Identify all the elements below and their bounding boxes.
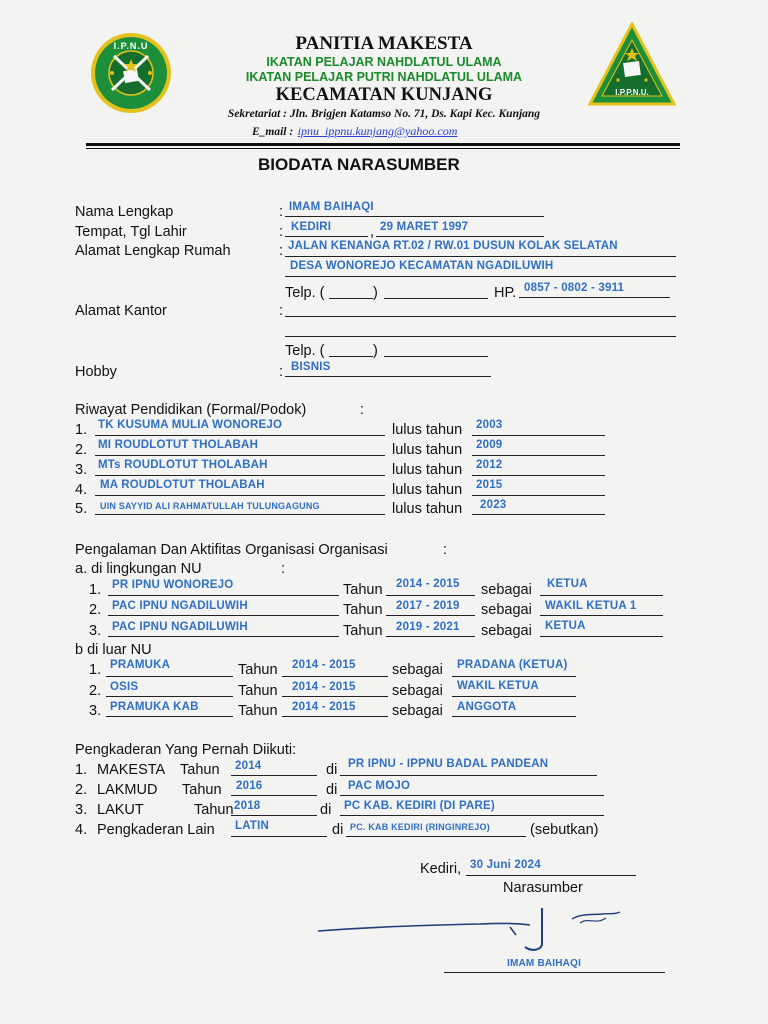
training-place-line (340, 815, 604, 816)
org-tahun-label: Tahun (343, 602, 383, 618)
org-role-line (540, 615, 663, 616)
org-years-line (282, 716, 388, 717)
training-place: PC. KAB KEDIRI (RINGINREJO) (350, 822, 490, 832)
training-year: 2014 (235, 760, 262, 772)
training-name: MAKESTA (97, 762, 166, 778)
home-telp-area-line (329, 298, 373, 299)
org-num: 3. (89, 703, 102, 719)
name-colon: : (279, 204, 284, 220)
training-tahun-label: Tahun (194, 802, 234, 818)
document-title: BIODATA NARASUMBER (258, 155, 460, 174)
training-num: 3. (75, 802, 88, 818)
org-name: PAC IPNU NGADILUWIH (112, 621, 248, 633)
org-role: KETUA (545, 620, 586, 632)
org-name-2: IKATAN PELAJAR PUTRI NAHDLATUL ULAMA (245, 70, 523, 84)
training-year: 2018 (234, 800, 261, 812)
org-tahun-label: Tahun (238, 703, 278, 719)
hobby-colon: : (279, 364, 284, 380)
org-sebagai-label: sebagai (392, 703, 443, 719)
hp-line (519, 297, 670, 298)
org-years-line (386, 615, 475, 616)
office-telp-close: ) (373, 343, 378, 359)
hobby-value: BISNIS (291, 361, 331, 373)
birth-place-value: KEDIRI (291, 221, 332, 233)
org-tahun-label: Tahun (343, 623, 383, 639)
signature-date-line (466, 875, 636, 876)
birth-date-line (376, 236, 544, 237)
org-num: 1. (89, 662, 102, 678)
org-role: WAKIL KETUA (457, 680, 539, 692)
address-label: Alamat Lengkap Rumah (75, 243, 231, 259)
training-num: 1. (75, 762, 88, 778)
ippnu-logo-text: I.P.P.N.U. (615, 88, 649, 97)
header-divider-thick (86, 143, 680, 146)
org-sebagai-label: sebagai (481, 602, 532, 618)
education-num: 1. (75, 422, 88, 438)
home-telp-label: Telp. ( (285, 285, 325, 301)
education-year: 2003 (476, 419, 503, 431)
training-place: PC KAB. KEDIRI (DI PARE) (344, 800, 495, 812)
org-name: PRAMUKA (110, 659, 171, 671)
training-title: Pengkaderan Yang Pernah Diikuti: (75, 742, 297, 758)
org-role-line (540, 595, 663, 596)
org-tahun-label: Tahun (238, 683, 278, 699)
signature-date: 30 Juni 2024 (470, 859, 541, 871)
org-name-line (108, 636, 339, 637)
education-year-line (472, 435, 605, 436)
address-line1-value: JALAN KENANGA RT.02 / RW.01 DUSUN KOLAK SELATAN (288, 240, 618, 252)
home-telp-number-line (384, 298, 488, 299)
org-num: 2. (89, 683, 102, 699)
training-place-line (340, 795, 604, 796)
office-telp-area-line (329, 356, 373, 357)
office-line1 (285, 316, 676, 317)
email-link[interactable]: ipnu_ippnu.kunjang@yahoo.com (297, 124, 458, 138)
education-year-line (472, 514, 605, 515)
org-role: WAKIL KETUA 1 (545, 600, 637, 612)
committee-title: PANITIA MAKESTA (295, 33, 473, 54)
training-name: LAKMUD (97, 782, 158, 798)
org-num: 2. (89, 602, 102, 618)
org-role-line (452, 696, 576, 697)
org-years: 2017 - 2019 (396, 600, 460, 612)
name-value: IMAM BAIHAQI (289, 201, 374, 213)
home-telp-close: ) (373, 285, 378, 301)
education-school: UIN SAYYID ALI RAHMATULLAH TULUNGAGUNG (100, 501, 320, 511)
education-lulus-label: lulus tahun (392, 482, 463, 498)
training-place-line (340, 775, 597, 776)
training-place: PAC MOJO (348, 780, 411, 792)
org-years: 2014 - 2015 (292, 701, 356, 713)
education-school-line (95, 514, 385, 515)
org-name: PRAMUKA KAB (110, 701, 199, 713)
office-line2 (285, 336, 676, 337)
education-school-line (95, 495, 385, 496)
education-year-line (472, 495, 605, 496)
education-school-line (95, 435, 385, 436)
org-role: PRADANA (KETUA) (457, 659, 568, 671)
birth-place-line (285, 236, 368, 237)
education-lulus-label: lulus tahun (392, 442, 463, 458)
training-di-label: di (326, 782, 338, 798)
address-line2-value: DESA WONOREJO KECAMATAN NGADILUWIH (290, 260, 554, 272)
organization-colon: : (443, 542, 448, 558)
education-colon: : (360, 402, 365, 418)
org-sebagai-label: sebagai (392, 662, 443, 678)
birth-date-value: 29 MARET 1997 (380, 221, 469, 233)
training-place: PR IPNU - IPPNU BADAL PANDEAN (348, 758, 549, 770)
hp-value: 0857 - 0802 - 3911 (524, 282, 625, 294)
org-role-line (540, 636, 663, 637)
hobby-line (285, 376, 491, 377)
org-years: 2014 - 2015 (396, 578, 460, 590)
education-school: TK KUSUMA MULIA WONOREJO (98, 419, 283, 431)
education-num: 2. (75, 442, 88, 458)
signature-city: Kediri, (420, 861, 462, 877)
nu-inside-label: a. di lingkungan NU (75, 561, 202, 577)
training-sebutkan: (sebutkan) (530, 822, 599, 838)
handwritten-signature (310, 905, 630, 955)
training-year: 2016 (236, 780, 263, 792)
org-name-line (106, 716, 233, 717)
training-place-line (346, 836, 526, 837)
training-year-line (231, 836, 327, 837)
training-year-line (231, 815, 317, 816)
address-colon: : (279, 243, 284, 259)
org-years-line (386, 595, 475, 596)
org-sebagai-label: sebagai (392, 683, 443, 699)
education-year: 2012 (476, 459, 503, 471)
education-year: 2023 (480, 499, 507, 511)
address-line1 (285, 256, 676, 257)
org-name-line (108, 595, 339, 596)
org-num: 3. (89, 623, 102, 639)
nu-inside-colon: : (281, 561, 286, 577)
education-lulus-label: lulus tahun (392, 501, 463, 517)
training-di-label: di (326, 762, 338, 778)
nu-outside-label: b di luar NU (75, 642, 152, 658)
training-year-line (231, 795, 317, 796)
email-row (252, 122, 457, 140)
education-school: MA ROUDLOTUT THOLABAH (100, 479, 265, 491)
training-year-line (231, 775, 317, 776)
training-num: 4. (75, 822, 88, 838)
org-years: 2019 - 2021 (396, 621, 460, 633)
training-tahun-label: Tahun (182, 782, 222, 798)
secretariat-address: Sekretariat : Jln. Brigjen Katamso No. 71, Ds. Kapi Kec. Kunjang (227, 108, 541, 120)
signature-name: IMAM BAIHAQI (507, 958, 582, 969)
birth-label: Tempat, Tgl Lahir (75, 224, 187, 240)
office-label: Alamat Kantor (75, 303, 167, 319)
education-title: Riwayat Pendidikan (Formal/Podok) (75, 402, 307, 418)
education-year-line (472, 455, 605, 456)
org-name-line (106, 676, 233, 677)
org-num: 1. (89, 582, 102, 598)
training-di-label: di (332, 822, 344, 838)
org-role-line (452, 676, 576, 677)
org-name: OSIS (110, 681, 139, 693)
email-label: E_mail : (252, 126, 294, 138)
office-colon: : (279, 303, 284, 319)
org-sebagai-label: sebagai (481, 623, 532, 639)
education-school-line (95, 475, 385, 476)
education-school-line (95, 455, 385, 456)
org-name-line (106, 696, 233, 697)
org-tahun-label: Tahun (343, 582, 383, 598)
header-divider-thin (86, 148, 680, 149)
education-year: 2015 (476, 479, 503, 491)
org-years: 2014 - 2015 (292, 659, 356, 671)
education-school: MTs ROUDLOTUT THOLABAH (98, 459, 268, 471)
org-role-line (452, 716, 576, 717)
hobby-label: Hobby (75, 364, 117, 380)
education-num: 4. (75, 482, 88, 498)
org-years-line (282, 696, 388, 697)
signature-role: Narasumber (503, 880, 583, 896)
office-telp-number-line (384, 356, 488, 357)
training-year: LATIN (235, 820, 270, 832)
training-tahun-label: Tahun (180, 762, 220, 778)
address-line2 (285, 276, 676, 277)
birth-comma: , (370, 224, 375, 240)
name-label: Nama Lengkap (75, 204, 174, 220)
name-line (285, 216, 544, 217)
education-num: 3. (75, 462, 88, 478)
training-di-label: di (320, 802, 332, 818)
org-years: 2014 - 2015 (292, 681, 356, 693)
org-name-1: IKATAN PELAJAR NAHDLATUL ULAMA (266, 55, 502, 69)
org-name: PR IPNU WONOREJO (112, 579, 234, 591)
birth-colon: : (279, 224, 284, 240)
org-name: PAC IPNU NGADILUWIH (112, 600, 248, 612)
org-tahun-label: Tahun (238, 662, 278, 678)
org-role: ANGGOTA (457, 701, 517, 713)
training-name: Pengkaderan Lain (97, 822, 215, 838)
ipnu-logo-text: I.P.N.U (113, 41, 149, 51)
education-school: MI ROUDLOTUT THOLABAH (98, 439, 259, 451)
org-role: KETUA (547, 578, 588, 590)
office-telp-label: Telp. ( (285, 343, 325, 359)
district-title: KECAMATAN KUNJANG (275, 85, 493, 105)
organization-title: Pengalaman Dan Aktifitas Organisasi Organisasi (75, 542, 388, 558)
education-year: 2009 (476, 439, 503, 451)
training-num: 2. (75, 782, 88, 798)
signature-name-line (444, 972, 665, 973)
education-lulus-label: lulus tahun (392, 422, 463, 438)
hp-label: HP. (494, 285, 517, 301)
org-years-line (282, 676, 388, 677)
org-name-line (108, 615, 339, 616)
org-years-line (386, 636, 475, 637)
org-sebagai-label: sebagai (481, 582, 532, 598)
training-name: LAKUT (97, 802, 144, 818)
education-year-line (472, 475, 605, 476)
education-lulus-label: lulus tahun (392, 462, 463, 478)
education-num: 5. (75, 501, 88, 517)
